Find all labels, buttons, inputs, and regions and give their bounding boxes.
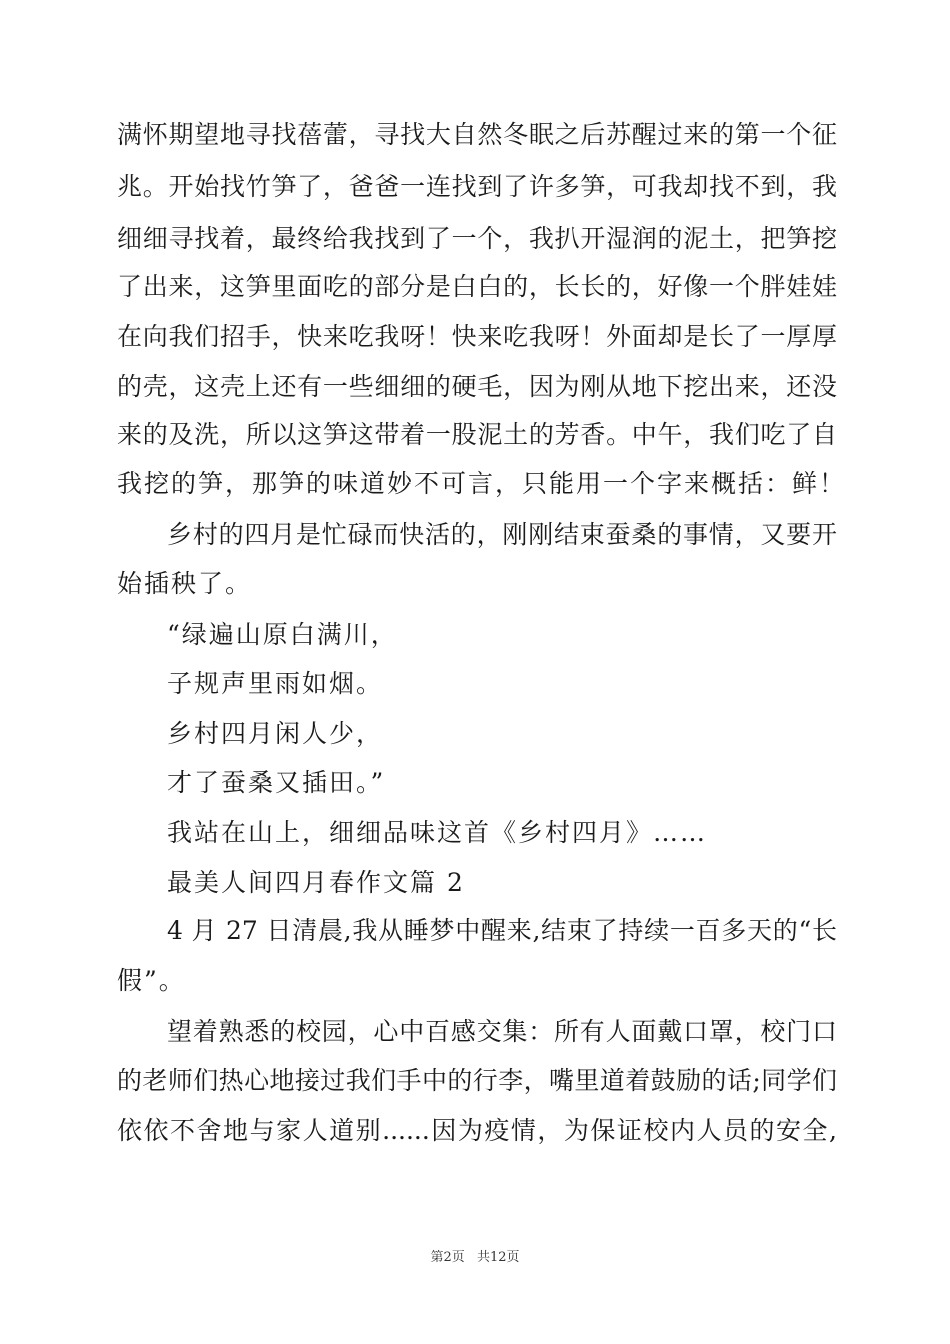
paragraph-line: 望着熟悉的校园，心中百感交集：所有人面戴口罩，校门口 (167, 1017, 837, 1046)
section-heading: 最美人间四月春作文篇 2 (167, 868, 465, 897)
paragraph-line: 依依不舍地与家人道别......因为疫情，为保证校内人员的安全, (117, 1116, 837, 1145)
paragraph-line: 乡村的四月是忙碌而快活的，刚刚结束蚕桑的事情，又要开 (167, 520, 837, 549)
paragraph-line: 假”。 (117, 966, 186, 995)
poem-line: 子规声里雨如烟。 (167, 669, 384, 698)
paragraph-line: 兆。开始找竹笋了，爸爸一连找到了许多笋，可我却找不到，我 (117, 172, 837, 201)
paragraph-line: 细细寻找着，最终给我找到了一个，我扒开湿润的泥土，把笋挖 (117, 224, 837, 253)
page-number: 第2页 (430, 1250, 465, 1265)
paragraph-line: 满怀期望地寻找蓓蕾，寻找大自然冬眠之后苏醒过来的第一个征 (117, 120, 837, 149)
paragraph-line: 的壳，这壳上还有一些细细的硬毛，因为刚从地下挖出来，还没 (117, 372, 837, 401)
poem-line: “绿遍山原白满川， (167, 620, 398, 649)
page-footer (0, 1246, 950, 1265)
paragraph-line: 的老师们热心地接过我们手中的行李，嘴里道着鼓励的话;同学们 (117, 1066, 837, 1095)
poem-line: 才了蚕桑又插田。” (167, 768, 386, 797)
paragraph-line: 始插秧了。 (117, 569, 253, 598)
paragraph-line: 我挖的笋，那笋的味道妙不可言，只能用一个字来概括：鲜！ (117, 469, 847, 498)
paragraph-line: 了出来，这笋里面吃的部分是白白的，长长的，好像一个胖娃娃 (117, 272, 837, 301)
paragraph-line: 4 月 27 日清晨,我从睡梦中醒来,结束了持续一百多天的“长 (167, 916, 837, 945)
page-total: 共12页 (476, 1250, 520, 1265)
paragraph-line: 来的及洗，所以这笋这带着一股泥土的芳香。中午，我们吃了自 (117, 420, 837, 449)
paragraph-line: 我站在山上，细细品味这首《乡村四月》…… (167, 818, 708, 847)
poem-line: 乡村四月闲人少， (167, 719, 384, 748)
paragraph-line: 在向我们招手，快来吃我呀！快来吃我呀！外面却是长了一厚厚 (117, 322, 837, 351)
